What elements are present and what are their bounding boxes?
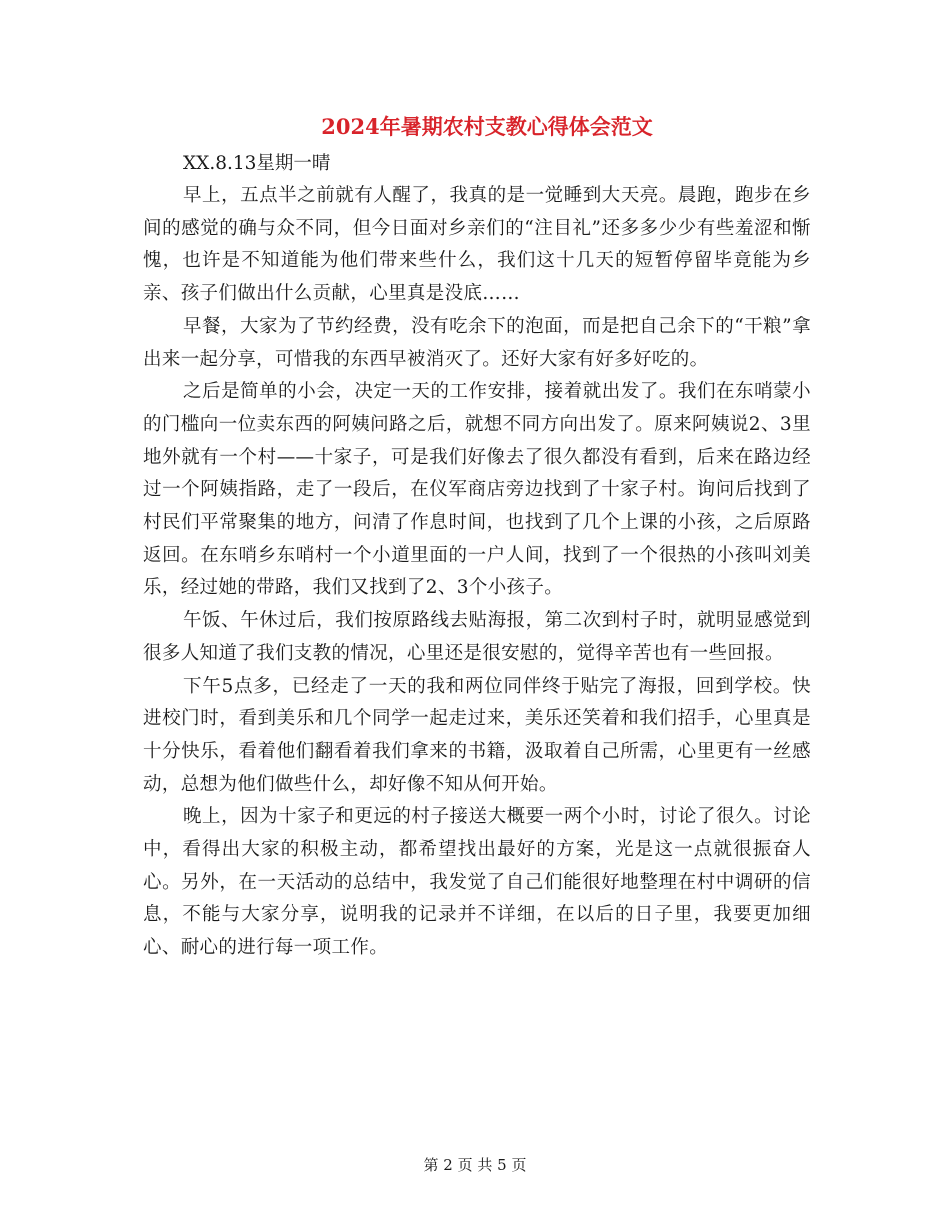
paragraph-5: 下午5点多，已经走了一天的我和两位同伴终于贴完了海报，回到学校。快进校门时，看到美乐和几个同学一起走过来，美乐还笑着和我们招手，心里真是十分快乐，看着他们翻看着我们拿来的书籍，汲取着自己所需，心里更有一丝感动，总想为他们做些什么，却好像不知从何开始。 [143,675,811,795]
paragraph-3: 之后是简单的小会，决定一天的工作安排，接着就出发了。我们在东哨蒙小的门槛向一位卖东西的阿姨问路之后，就想不同方向出发了。原来阿姨说2、3里地外就有一个村——十家子，可是我们好像去了很久都没有看到，后来在路边经过一个阿姨指路，走了一段后，在仪军商店旁边找到了十家子村。询问后找到了村民们平常聚集的地方，问清了作息时间，也找到了几个上课的小孩，之后原路返回。在东哨乡东哨村一个小道里面的一户人间，找到了一个很热的小孩叫刘美乐，经过她的带路，我们又找到了2、3个小孩子。 [143,381,811,599]
document-title: 2024年暑期农村支教心得体会范文 [321,114,653,139]
page-footer: 第 2 页 共 5 页 [423,1156,527,1174]
paragraph-6: 晚上，因为十家子和更远的村子接送大概要一两个小时，讨论了很久。讨论中，看得出大家的积极主动，都希望找出最好的方案，光是这一点就很振奋人心。另外，在一天活动的总结中，我发觉了自己们能很好地整理在村中调研的信息，不能与大家分享，说明我的记录并不详细，在以后的日子里，我要更加细心、耐心的进行每一项工作。 [143,806,811,959]
paragraph-4: 午饭、午休过后，我们按原路线去贴海报，第二次到村子时，就明显感觉到很多人知道了我们支教的情况，心里还是很安慰的，觉得辛苦也有一些回报。 [143,610,811,664]
document-page [143,112,811,965]
paragraph-2: 早餐，大家为了节约经费，没有吃余下的泡面，而是把自己余下的“干粮”拿出来一起分享，可惜我的东西早被消灭了。还好大家有好多好吃的。 [143,315,811,370]
date-line: XX.8.13星期一晴 [183,153,331,174]
paragraph-1: 早上，五点半之前就有人醒了，我真的是一觉睡到大天亮。晨跑，跑步在乡间的感觉的确与众不同，但今日面对乡亲们的“注目礼”还多多少少有些羞涩和惭愧，也许是不知道能为他们带来些什么，我们这十几天的短暂停留毕竟能为乡亲、孩子们做出什么贡献，心里真是没底…… [143,185,811,305]
